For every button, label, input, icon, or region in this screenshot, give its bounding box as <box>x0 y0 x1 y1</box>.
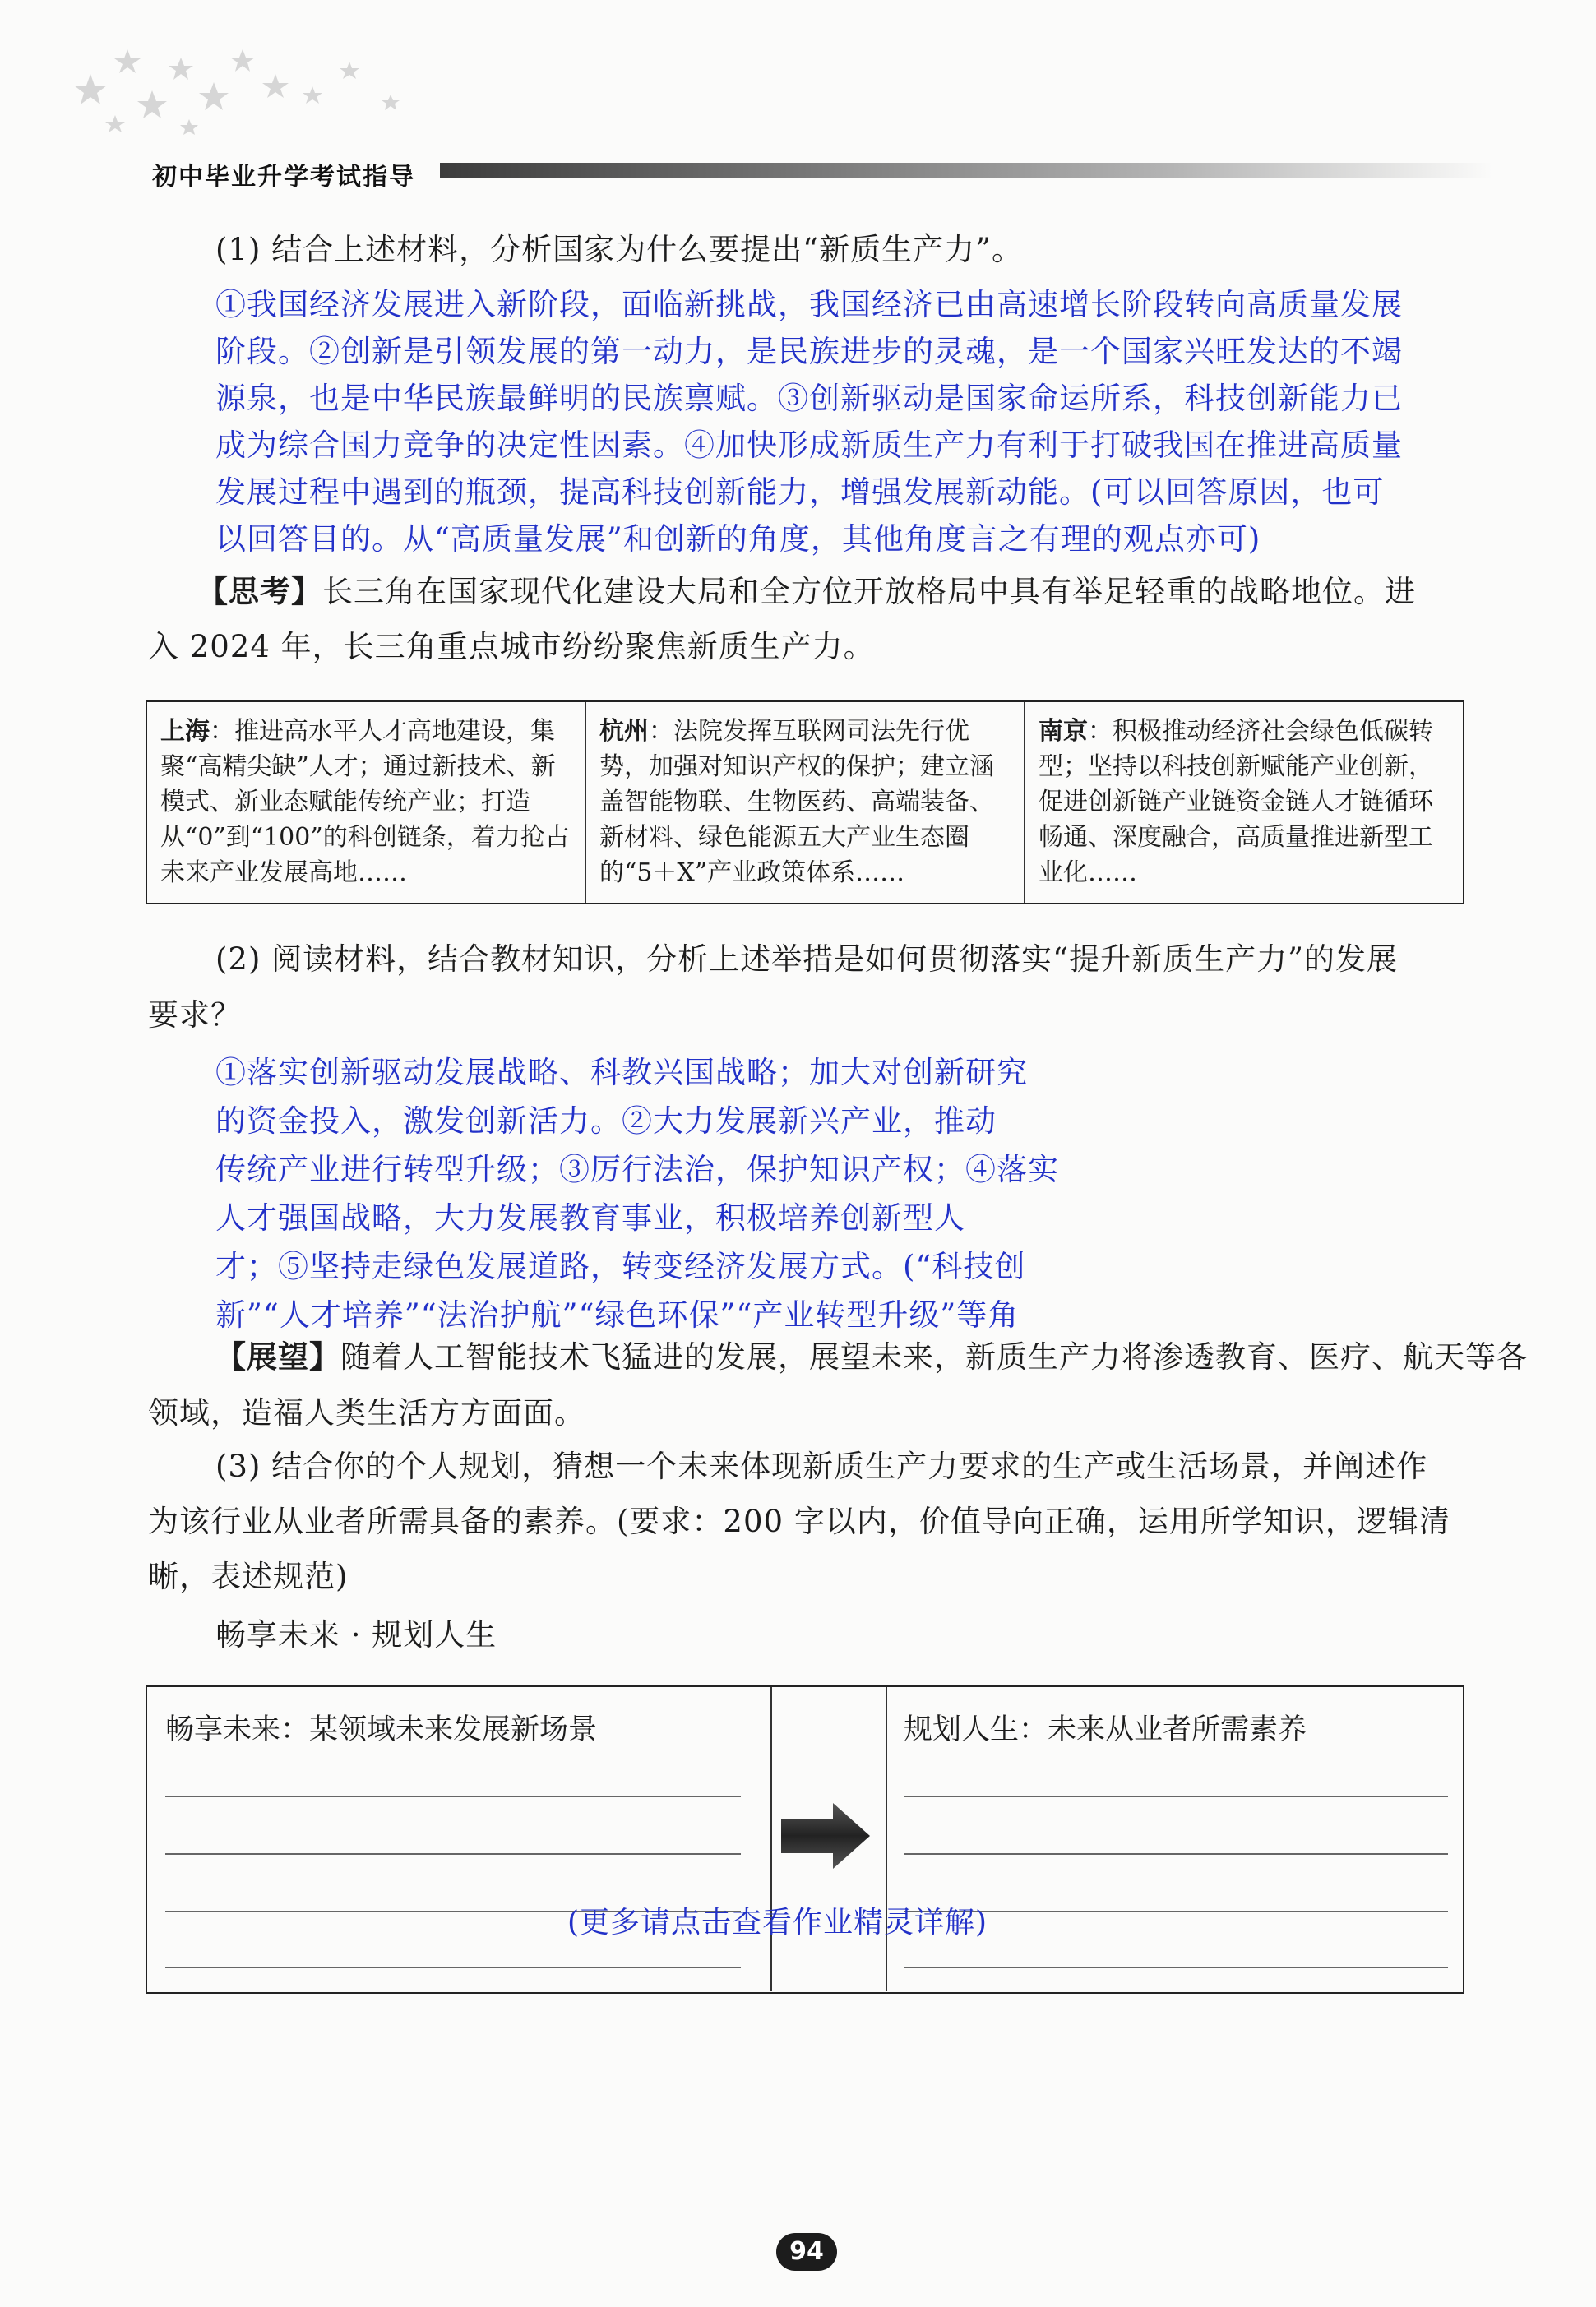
answer-line: 源泉，也是中华民族最鲜明的民族禀赋。③创新驱动是国家命运所系，科技创新能力已 <box>215 381 1403 416</box>
answer-line: 才；⑤坚持走绿色发展道路，转变经济发展方式。(“科技创 <box>215 1249 1026 1284</box>
answer-blank-line[interactable] <box>165 1853 741 1855</box>
q3-subtitle: 畅享未来 · 规划人生 <box>215 1617 497 1653</box>
city-text: ：积极推动经济社会绿色低碳转型；坚持以科技创新赋能产业创新，促进创新链产业链资金链人才链循环畅通、深度融合，高质量推进新型工业化…… <box>1039 717 1433 887</box>
q3-line-1: (3) 结合你的个人规划，猜想一个未来体现新质生产力要求的生产或生活场景，并阐述作 <box>215 1449 1428 1484</box>
answer-line: ①落实创新驱动发展战略、科教兴国战略；加大对创新研究 <box>215 1055 1028 1090</box>
city-cell-shanghai <box>147 702 585 903</box>
box-divider <box>770 1687 772 1991</box>
answer-line: 发展过程中遇到的瓶颈，提高科技创新能力，增强发展新动能。(可以回答原因，也可 <box>215 474 1385 510</box>
think-paragraph <box>197 568 1416 616</box>
city-name: 杭州 <box>599 717 649 746</box>
q2-question-line-1: (2) 阅读材料，结合教材知识，分析上述举措是如何贯彻落实“提升新质生产力”的发展 <box>215 941 1399 977</box>
city-text: ：法院发挥互联网司法先行优势，加强对知识产权的保护；建立涵盖智能物联、生物医药、高端装备、新材料、绿色能源五大产业生态圈的“5＋X”产业政策体系…… <box>599 717 994 887</box>
answer-line: 阶段。②创新是引领发展的第一动力，是民族进步的灵魂，是一个国家兴旺发达的不竭 <box>215 334 1403 369</box>
think-line-1: 长三角在国家现代化建设大局和全方位开放格局中具有举足轻重的战略地位。进 <box>322 574 1416 609</box>
answer-blank-line[interactable] <box>904 1967 1448 1968</box>
page-number: 94 <box>776 2233 837 2271</box>
q1-answer <box>215 281 1403 562</box>
decorative-stars-icon <box>66 25 460 164</box>
answer-blank-line[interactable] <box>165 1796 741 1797</box>
answer-blank-line[interactable] <box>904 1796 1448 1797</box>
q2-question-line-2: 要求？ <box>148 997 242 1033</box>
outlook-tag: 【展望】 <box>215 1339 340 1375</box>
outlook-line-2: 领域，造福人类生活方方面面。 <box>148 1395 585 1431</box>
header-rule <box>440 163 1492 178</box>
answer-line: ①我国经济发展进入新阶段，面临新挑战，我国经济已由高速增长阶段转向高质量发展 <box>215 287 1403 322</box>
right-arrow-icon <box>777 1799 876 1873</box>
think-tag: 【思考】 <box>197 574 322 609</box>
outlook-line-1: 随着人工智能技术飞猛进的发展，展望未来，新质生产力将渗透教育、医疗、航天等各 <box>340 1339 1528 1375</box>
outlook-paragraph <box>215 1334 1528 1381</box>
city-cell-nanjing <box>1024 702 1463 903</box>
answer-line: 传统产业进行转型升级；③厉行法治，保护知识产权；④落实 <box>215 1152 1059 1187</box>
box-divider <box>886 1687 887 1991</box>
answer-line: 的资金投入，激发创新活力。②大力发展新兴产业，推动 <box>215 1103 997 1139</box>
q3-line-2: 为该行业从业者所需具备的素养。(要求：200 字以内，价值导向正确，运用所学知识，逻辑清 <box>148 1504 1450 1539</box>
q3-line-3: 晰，表述规范) <box>148 1559 349 1594</box>
q2-answer <box>215 1048 1059 1339</box>
more-details-link[interactable]: (更多请点击查看作业精灵详解) <box>567 1906 988 1939</box>
answer-line: 人才强国战略，大力发展教育事业，积极培养创新型人 <box>215 1200 965 1236</box>
think-line-2: 入 2024 年，长三角重点城市纷纷聚焦新质生产力。 <box>148 629 875 664</box>
answer-line: 以回答目的。从“高质量发展”和创新的角度，其他角度言之有理的观点亦可) <box>215 521 1261 557</box>
city-name: 南京 <box>1039 717 1088 746</box>
city-text: ：推进高水平人才高地建设，集聚“高精尖缺”人才；通过新技术、新模式、新业态赋能传统产业；打造从“0”到“100”的科创链条，着力抢占未来产业发展高地…… <box>160 717 570 887</box>
city-name: 上海 <box>160 717 210 746</box>
city-cell-hangzhou <box>585 702 1024 903</box>
answer-line: 新”“人才培养”“法治护航”“绿色环保”“产业转型升级”等角 <box>215 1297 1020 1333</box>
answer-blank-line[interactable] <box>904 1853 1448 1855</box>
header-title: 初中毕业升学考试指导 <box>152 163 415 192</box>
left-label: 畅享未来：某领域未来发展新场景 <box>165 1713 598 1746</box>
q1-question: (1) 结合上述材料，分析国家为什么要提出“新质生产力”。 <box>215 232 1024 267</box>
right-label: 规划人生：未来从业者所需素养 <box>904 1713 1307 1746</box>
cities-table <box>146 700 1464 904</box>
answer-line: 成为综合国力竞争的决定性因素。④加快形成新质生产力有利于打破我国在推进高质量 <box>215 428 1403 463</box>
answer-blank-line[interactable] <box>165 1967 741 1968</box>
